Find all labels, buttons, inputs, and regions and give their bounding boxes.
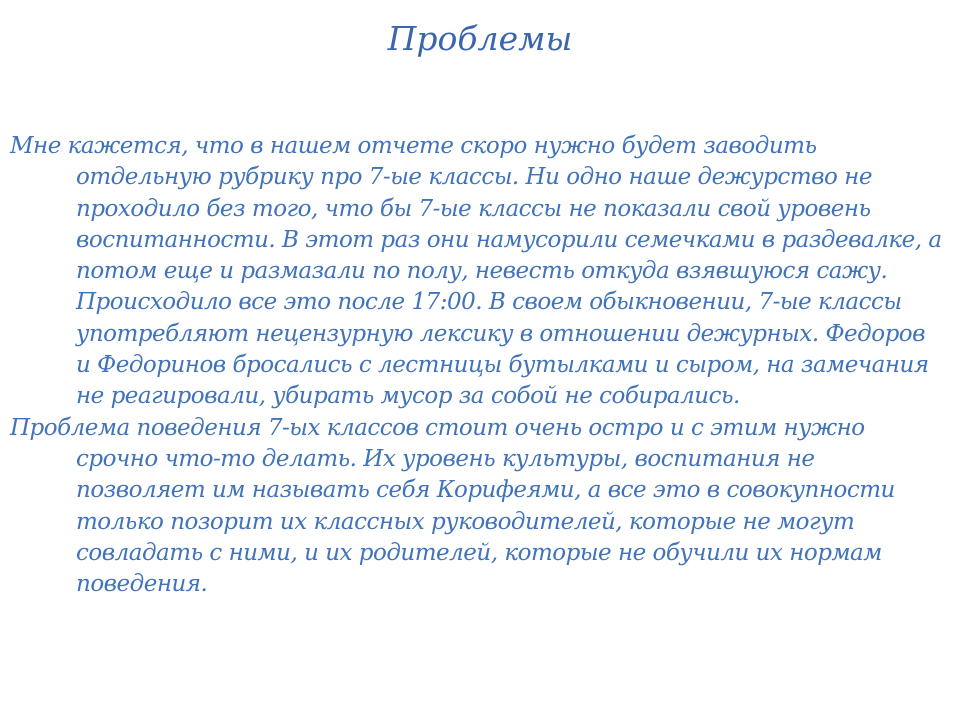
- slide-body: [10, 131, 945, 600]
- body-paragraph-2: Проблема поведения 7-ых классов стоит очень остро и с этим нужно срочно что-то делать. Их уровень культуры, воспитания не позволяет им называть себя Корифеями, а все это в совокупности только позорит их классных руководителей, которые не могут совладать с ними, и их родителей, которые не обучили их нормам поведения.: [10, 414, 895, 598]
- slide-title: Проблемы: [387, 19, 573, 58]
- body-paragraph-1: Мне кажется, что в нашем отчете скоро нужно будет заводить отдельную рубрику про 7-ые классы. Ни одно наше дежурство не проходило без того, что бы 7-ые классы не показали свой уровень воспитанности. В этот раз они намусорили семечками в раздевалке, а потом еще и размазали по полу, невесть откуда взявшуюся сажу. Происходило все это после 17:00. В своем обыкновении, 7-ые классы употребляют нецензурную лексику в отношении дежурных. Федоров и Федоринов бросались с лестницы бутылками и сыром, на замечания не реагировали, убирать мусор за собой не собирались.: [10, 133, 942, 410]
